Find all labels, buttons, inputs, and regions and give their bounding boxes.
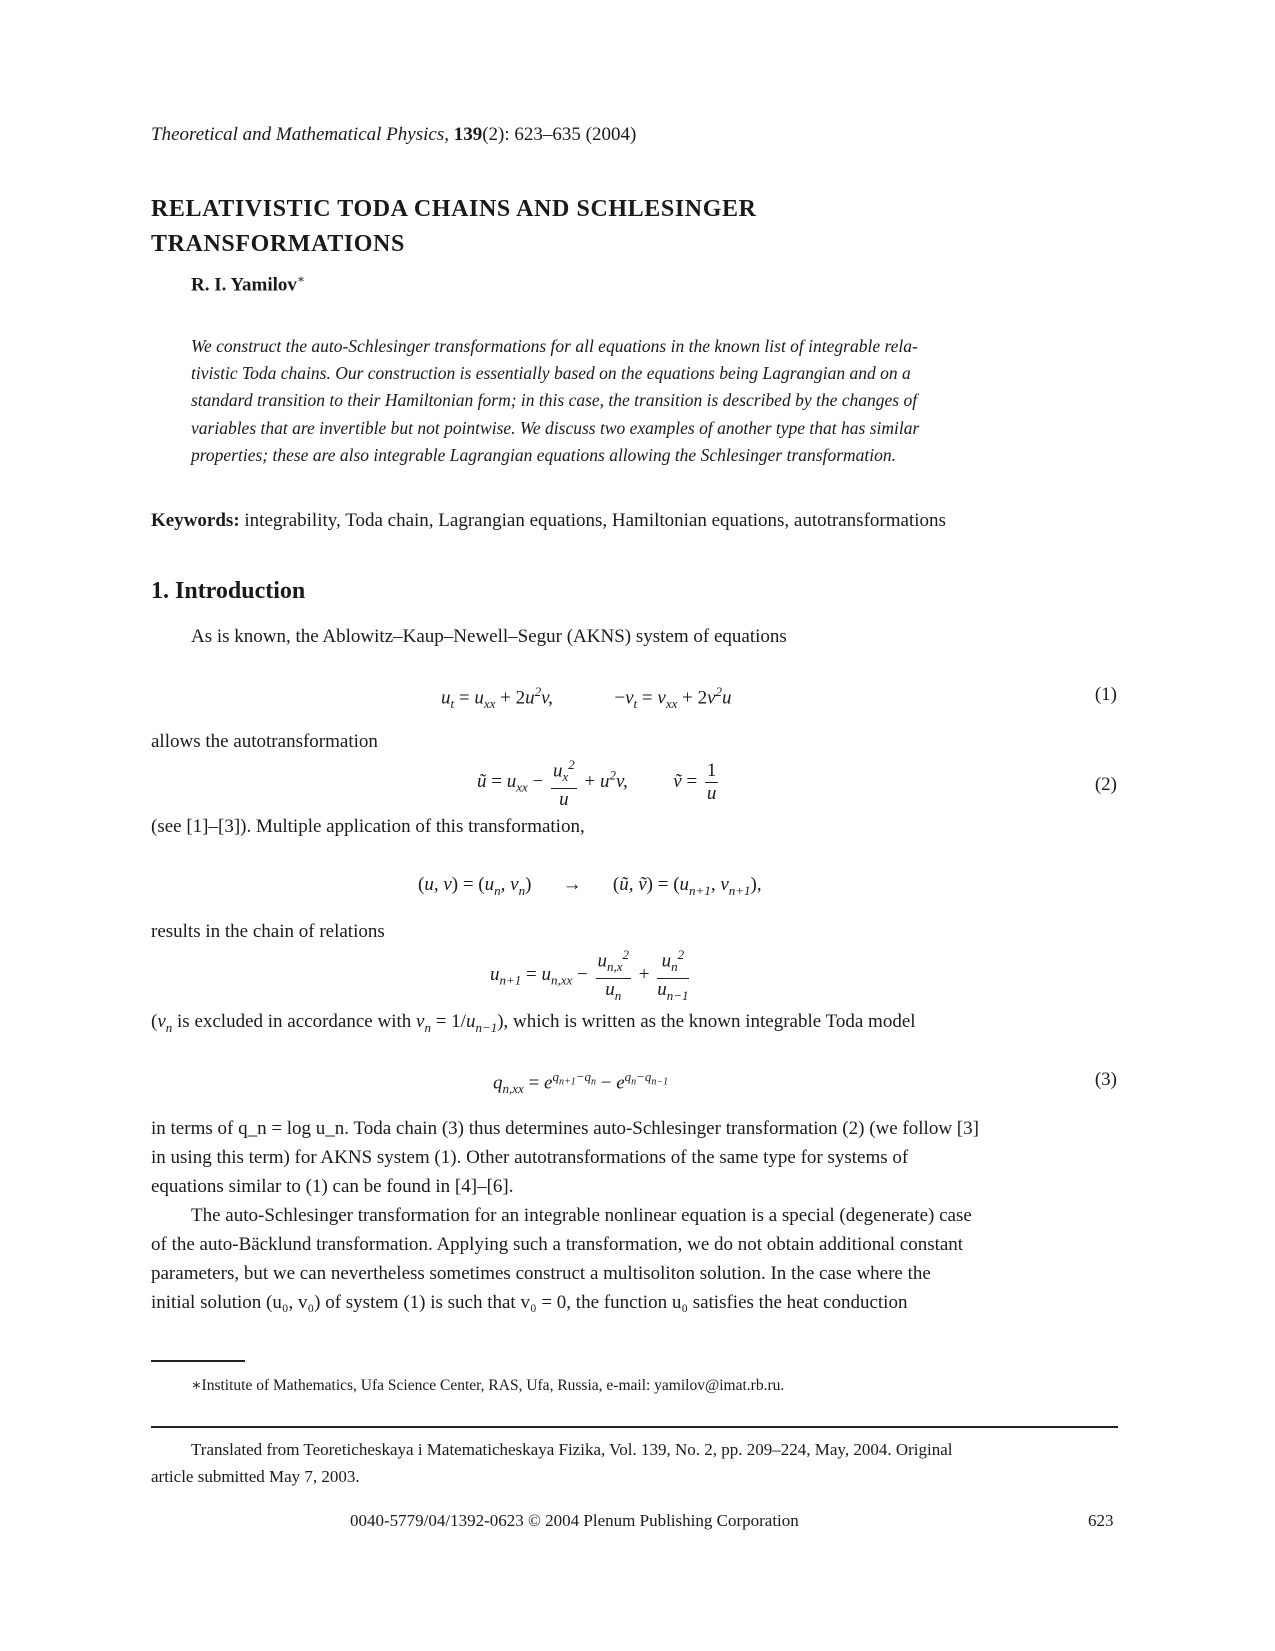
- body-line: equations similar to (1) can be found in [4]–[6].: [151, 1176, 514, 1197]
- translation-line: article submitted May 7, 2003.: [151, 1467, 360, 1486]
- text-fragment: (: [151, 1011, 158, 1032]
- copyright-line: 0040-5779/04/1392-0623 © 2004 Plenum Publishing Corporation: [350, 1511, 799, 1530]
- keywords: [151, 510, 946, 532]
- equation-mapping: (u, $v) = (u_n$, $v_n$) → (ũ, ṽ) = ($u_{n+1}$, $v_{n+1}$),: [418, 874, 762, 898]
- text-fragment: ), which is written as the known integrable Toda model: [497, 1011, 916, 1032]
- equation-1: $u_t = u_{xx} + 2u^2v$, $-v_t = v_{xx} + 2v^2u$: [441, 684, 732, 712]
- paragraph-autotransformation: allows the autotransformation: [151, 731, 378, 752]
- body-line: initial solution (u₀, v₀) of system (1) is such that v₀ = 0, the function u₀ satisfies the heat conduction: [151, 1292, 908, 1313]
- journal-issue-pages: (2): 623–635 (2004): [482, 124, 637, 145]
- equation-number-2: (2): [1094, 774, 1117, 795]
- paragraph-akns: As is known, the Ablowitz–Kaup–Newell–Segur (AKNS) system of equations: [191, 626, 787, 647]
- paragraph-multiple-application: (see [1]–[3]). Multiple application of this transformation,: [151, 816, 585, 837]
- body-line: parameters, but we can nevertheless sometimes construct a multisoliton solution. In the case where the: [151, 1263, 931, 1284]
- author: [191, 272, 305, 296]
- equation-number-1: (1): [1094, 684, 1117, 705]
- page-number: 623: [1088, 1511, 1114, 1530]
- footnote: ∗Institute of Mathematics, Ufa Science Center, RAS, Ufa, Russia, e-mail: yamilov@imat.rb.ru.: [191, 1377, 785, 1394]
- journal-reference: [151, 124, 636, 146]
- section-heading: 1. Introduction: [151, 578, 306, 604]
- equation-3: $q_{n,xx} = e^{q_{n+1}-q_n} - e^{q_n-q_{n-1}}$: [493, 1069, 669, 1097]
- equation-chain: $u_{n+1} = u_{n,xx}$ − $\frac{u_{n,x}^2}{u_n}$ + $\frac{u_n^2}{u_{n-1}}$: [490, 944, 692, 1007]
- author-name: R. I. Yamilov: [191, 274, 297, 296]
- abstract-line: properties; these are also integrable Lagrangian equations allowing the Schlesinger transformation.: [191, 444, 896, 465]
- paragraph-auto-schlesinger: [151, 1201, 1118, 1317]
- abstract: [191, 333, 1078, 469]
- title-line-2: TRANSFORMATIONS: [151, 231, 405, 257]
- body-line: The auto-Schlesinger transformation for an integrable nonlinear equation is a special (degenerate) case: [191, 1205, 972, 1226]
- journal-volume: 139: [453, 124, 483, 145]
- keywords-label: Keywords:: [151, 510, 240, 531]
- abstract-line: tivistic Toda chains. Our construction is essentially based on the equations being Lagrangian and on a: [191, 363, 911, 384]
- author-footnote-mark: ∗: [296, 272, 306, 286]
- paragraph-chain-relations: results in the chain of relations: [151, 921, 385, 942]
- footnote-rule: [151, 1360, 245, 1362]
- paper-title: [151, 192, 757, 262]
- paragraph-vn-excluded: ($v_n$ is excluded in accordance with $v_n = 1/u_{n-1}$), which is written as the known integrable Toda model: [151, 1011, 916, 1035]
- title-line-1: RELATIVISTIC TODA CHAINS AND SCHLESINGER: [151, 196, 757, 222]
- abstract-line: variables that are invertible but not pointwise. We discuss two examples of another type that has similar: [191, 417, 920, 438]
- keywords-text: integrability, Toda chain, Lagrangian equations, Hamiltonian equations, autotransformations: [244, 510, 946, 531]
- abstract-line: We construct the auto-Schlesinger transformations for all equations in the known list of integrable rela-: [191, 336, 918, 356]
- body-line: in using this term) for AKNS system (1). Other autotransformations of the same type for systems of: [151, 1147, 909, 1168]
- paragraph-toda-chain: [151, 1114, 1118, 1201]
- body-line: of the auto-Bäcklund transformation. Applying such a transformation, we do not obtain additional constant: [151, 1234, 964, 1255]
- equation-number-3: (3): [1094, 1069, 1117, 1090]
- translation-note: [151, 1436, 1118, 1490]
- translation-line: Translated from Teoreticheskaya i Matematicheskaya Fizika, Vol. 139, No. 2, pp. 209–224, May, 2004. Original: [191, 1440, 953, 1459]
- journal-name: Theoretical and Mathematical Physics,: [151, 124, 449, 145]
- footer-rule: [151, 1426, 1118, 1428]
- body-line: in terms of q_n = log u_n. Toda chain (3) thus determines auto-Schlesinger transformation (2) (we follow [3]: [151, 1118, 979, 1139]
- equation-2: ũ = $u_{xx}$ − $\frac{u_x^2}{u}$ + $u^2v$, ṽ = $\frac{1}{u}$: [477, 754, 721, 811]
- text-fragment: is excluded in accordance with: [172, 1011, 416, 1032]
- abstract-line: standard transition to their Hamiltonian form; in this case, the transition is described by the changes of: [191, 390, 918, 411]
